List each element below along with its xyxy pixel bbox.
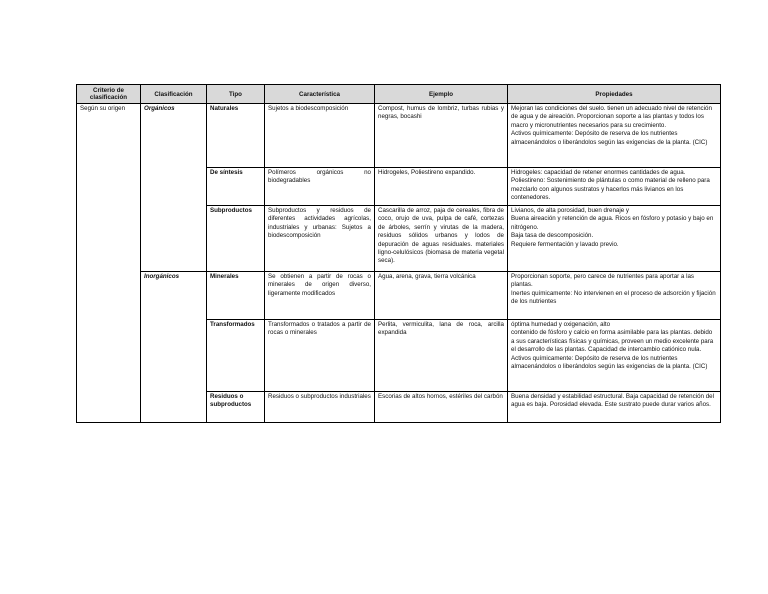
- propiedades-cell: [508, 272, 721, 320]
- table-row: [77, 272, 721, 320]
- caracteristica-cell: Sujetos a biodescomposición: [265, 104, 375, 168]
- propiedad-line: Inertes químicamente: No intervienen en el proceso de adsorción y fijación de los nutrientes: [511, 289, 716, 306]
- propiedad-line: Buena densidad y estabilidad estructural. Baja capacidad de retención del agua es baja. Porosidad elevada. Este sustrato puede durar varios años.: [511, 393, 714, 409]
- propiedades-cell: [508, 206, 721, 272]
- propiedad-line: Hidrogeles: capacidad de retener enormes cantidades de agua.: [511, 169, 686, 176]
- caracteristica-cell: Residuos o subproductos industriales: [265, 392, 375, 423]
- caracteristica-cell: Polímeros orgánicos no biodegradables: [265, 168, 375, 206]
- ejemplo-cell: Compost, humus de lombriz, turbas rubias y negras, bocashi: [375, 104, 508, 168]
- propiedad-line: Baja tasa de descomposición.: [511, 232, 594, 240]
- header-ejemplo: Ejemplo: [375, 85, 508, 104]
- ejemplo-cell: Perlita, vermiculita, lana de roca, arcilla expandida: [375, 320, 508, 392]
- propiedad-line: Proporcionan soporte, pero carece de nutrientes para aportar a las: [511, 273, 694, 280]
- propiedad-line: Activos químicamente: Depósito de reserva de los nutrientes almacenándolos o liberándolos según las exigencias de la planta. (CIC): [511, 354, 708, 371]
- caracteristica-cell: Se obtienen a partir de rocas o minerales de origen diverso, ligeramente modificados: [265, 272, 375, 320]
- propiedad-line: Mejoran las condiciones del suelo. tienen un adecuado nivel de retención de agua y de aireación. Proporcionan soporte a las plantas y todos los macro y micronutrientes necesarios para su crecimiento.: [511, 105, 712, 129]
- header-tipo: Tipo: [207, 85, 265, 104]
- propiedad-line: Activos químicamente: Depósito de reserva de los nutrientes almacenándolos o liberándolos según las exigencias de la planta. (CIC): [511, 130, 708, 146]
- tipo-cell: Transformados: [207, 320, 265, 392]
- propiedad-line: Livianos, de alta porosidad, buen drenaje y: [511, 207, 629, 214]
- header-caracteristica: Característica: [265, 85, 375, 104]
- tipo-cell: Minerales: [207, 272, 265, 320]
- clasificacion-inorganicos: Inorgánicos: [141, 272, 207, 423]
- ejemplo-cell: Agua, arena, grava, tierra volcánica: [375, 272, 508, 320]
- clasificacion-organicos: Orgánicos: [141, 104, 207, 272]
- propiedades-cell: [508, 168, 721, 206]
- tipo-cell: De síntesis: [207, 168, 265, 206]
- header-propiedades: Propiedades: [508, 85, 721, 104]
- header-criterio: Criterio de clasificación: [77, 85, 141, 104]
- header-clasificacion: Clasificación: [141, 85, 207, 104]
- propiedad-line: plantas.: [511, 281, 533, 289]
- propiedad-line: Buena aireación y retención de agua. Ricos en fósforo y potasio y bajo en nitrógeno.: [511, 215, 714, 231]
- propiedad-line: Poliestireno: Sostenimiento de plántulas o como material de relleno para mezclarlo con algunos sustratos y hacerlos más livianos en los contenedores.: [511, 177, 710, 202]
- propiedades-cell: [508, 320, 721, 392]
- tipo-cell: Residuos o subproductos: [207, 392, 265, 423]
- tipo-cell: Naturales: [207, 104, 265, 168]
- propiedades-cell: [508, 104, 721, 168]
- table-row: [77, 104, 721, 168]
- propiedad-line: óptima humedad y oxigenación, alto: [511, 321, 611, 328]
- propiedades-cell: [508, 392, 721, 423]
- tipo-cell: Subproductos: [207, 206, 265, 272]
- propiedad-line: Requiere fermentación y lavado previo.: [511, 240, 619, 248]
- propiedad-line: contenido de fósforo y calcio en forma asimilable para las plantas. debido a sus características físicas y químicas, proveen un medio excelente para el desarrollo de las plantas. Capacidad de intercambio catiónico nula.: [511, 329, 714, 354]
- ejemplo-cell: Hidrogeles, Poliestireno expandido.: [375, 168, 508, 206]
- header-row: [77, 85, 721, 104]
- criterio-cell: Según su origen: [77, 104, 141, 423]
- caracteristica-cell: Subproductos y residuos de diferentes actividades agrícolas, industriales y urbanas: Sujetos a biodescomposición: [265, 206, 375, 272]
- ejemplo-cell: Escorias de altos hornos, estériles del carbón: [375, 392, 508, 423]
- ejemplo-cell: Cascarilla de arroz, paja de cereales, fibra de coco, orujo de uva, pulpa de café, cortezas de árboles, serrín y virutas de la madera, residuos sólidos urbanos y lodos de depuración de aguas residuales. materiales ligno-celulósicos (biomasa de materia vegetal seca).: [375, 206, 508, 272]
- substrate-classification-table: [76, 84, 721, 423]
- caracteristica-cell: Transformados o tratados a partir de rocas o minerales: [265, 320, 375, 392]
